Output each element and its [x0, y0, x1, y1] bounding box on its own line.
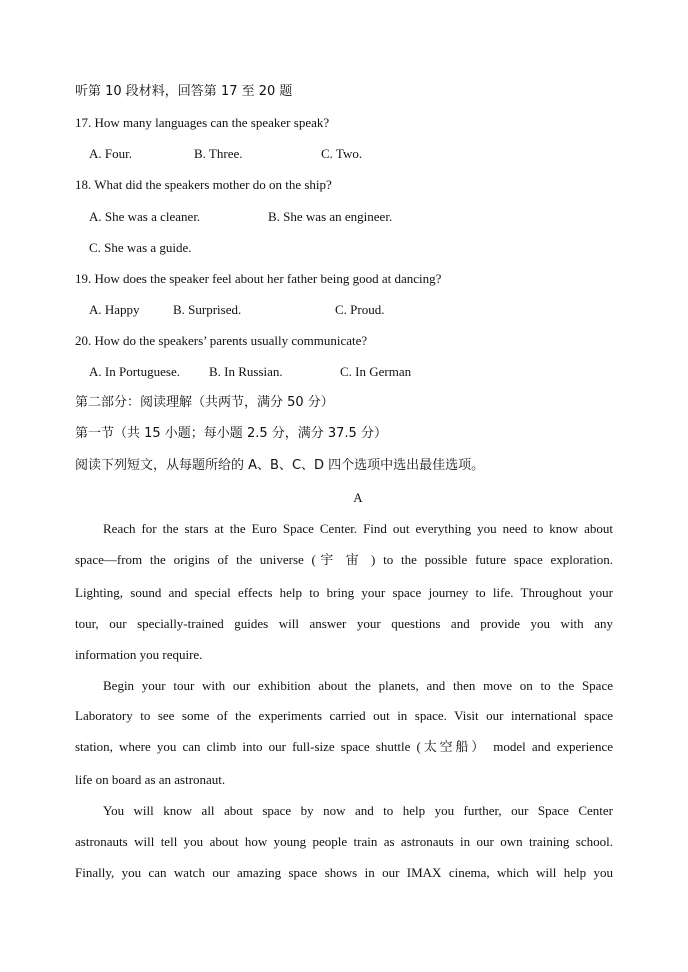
paragraph-line: astronauts will tell you about how young people train as astronauts in our own training school.: [75, 834, 613, 849]
question-20-option-c: C. In German: [340, 364, 412, 379]
question-18-option-a: A. She was a cleaner.: [89, 209, 201, 224]
question-17-option-c: C. Two.: [321, 146, 363, 161]
paragraph-line: You will know all about space by now and to help you further, our Space Center: [103, 803, 613, 818]
part2-title: 第二部分：阅读理解（共两节，满分 50 分）: [75, 395, 334, 410]
passage-label: A: [353, 490, 363, 505]
paragraph-line: Lighting, sound and special effects help to bring your space journey to life. Throughout your: [75, 585, 613, 600]
listening-section-header: 听第 10 段材料，回答第 17 至 20 题: [75, 84, 293, 99]
paragraph-line: information you require.: [75, 647, 203, 662]
paragraph-line: Reach for the stars at the Euro Space Center. Find out everything you need to know about: [103, 521, 613, 536]
paragraph-line: tour, our specially-trained guides will answer your questions and provide you with any: [75, 616, 613, 631]
paragraph-line: Finally, you can watch our amazing space shows in our IMAX cinema, which will help you: [75, 865, 613, 880]
question-20-stem: 20. How do the speakers’ parents usually communicate?: [75, 333, 368, 348]
question-18-option-b: B. She was an engineer.: [268, 209, 393, 224]
question-19-stem: 19. How does the speaker feel about her father being good at dancing?: [75, 271, 442, 286]
question-20-option-b: B. In Russian.: [209, 364, 283, 379]
question-18-stem: 18. What did the speakers mother do on the ship?: [75, 177, 332, 192]
paragraph-line: station, where you can climb into our full-size space shuttle (太空船） model and experience: [75, 739, 613, 754]
question-17-option-b: B. Three.: [194, 146, 243, 161]
section1-title: 第一节（共 15 小题；每小题 2.5 分，满分 37.5 分）: [75, 426, 387, 441]
question-19-option-b: B. Surprised.: [173, 302, 242, 317]
question-20-option-a: A. In Portuguese.: [89, 364, 180, 379]
paragraph-line: Begin your tour with our exhibition about the planets, and then move on to the Space: [103, 678, 613, 693]
paragraph-line: Laboratory to see some of the experiments carried out in space. Visit our international space: [75, 708, 613, 723]
question-19-option-a: A. Happy: [89, 302, 140, 317]
question-18-option-c: C. She was a guide.: [89, 240, 192, 255]
paragraph-line: space—from the origins of the universe (宇 宙 ) to the possible future space exploration.: [75, 552, 613, 567]
paragraph-line: life on board as an astronaut.: [75, 772, 226, 787]
question-17-stem: 17. How many languages can the speaker speak?: [75, 115, 330, 130]
reading-instructions: 阅读下列短文，从每题所给的 A、B、C、D 四个选项中选出最佳选项。: [75, 458, 485, 473]
question-17-option-a: A. Four.: [89, 146, 132, 161]
question-19-option-c: C. Proud.: [335, 302, 385, 317]
